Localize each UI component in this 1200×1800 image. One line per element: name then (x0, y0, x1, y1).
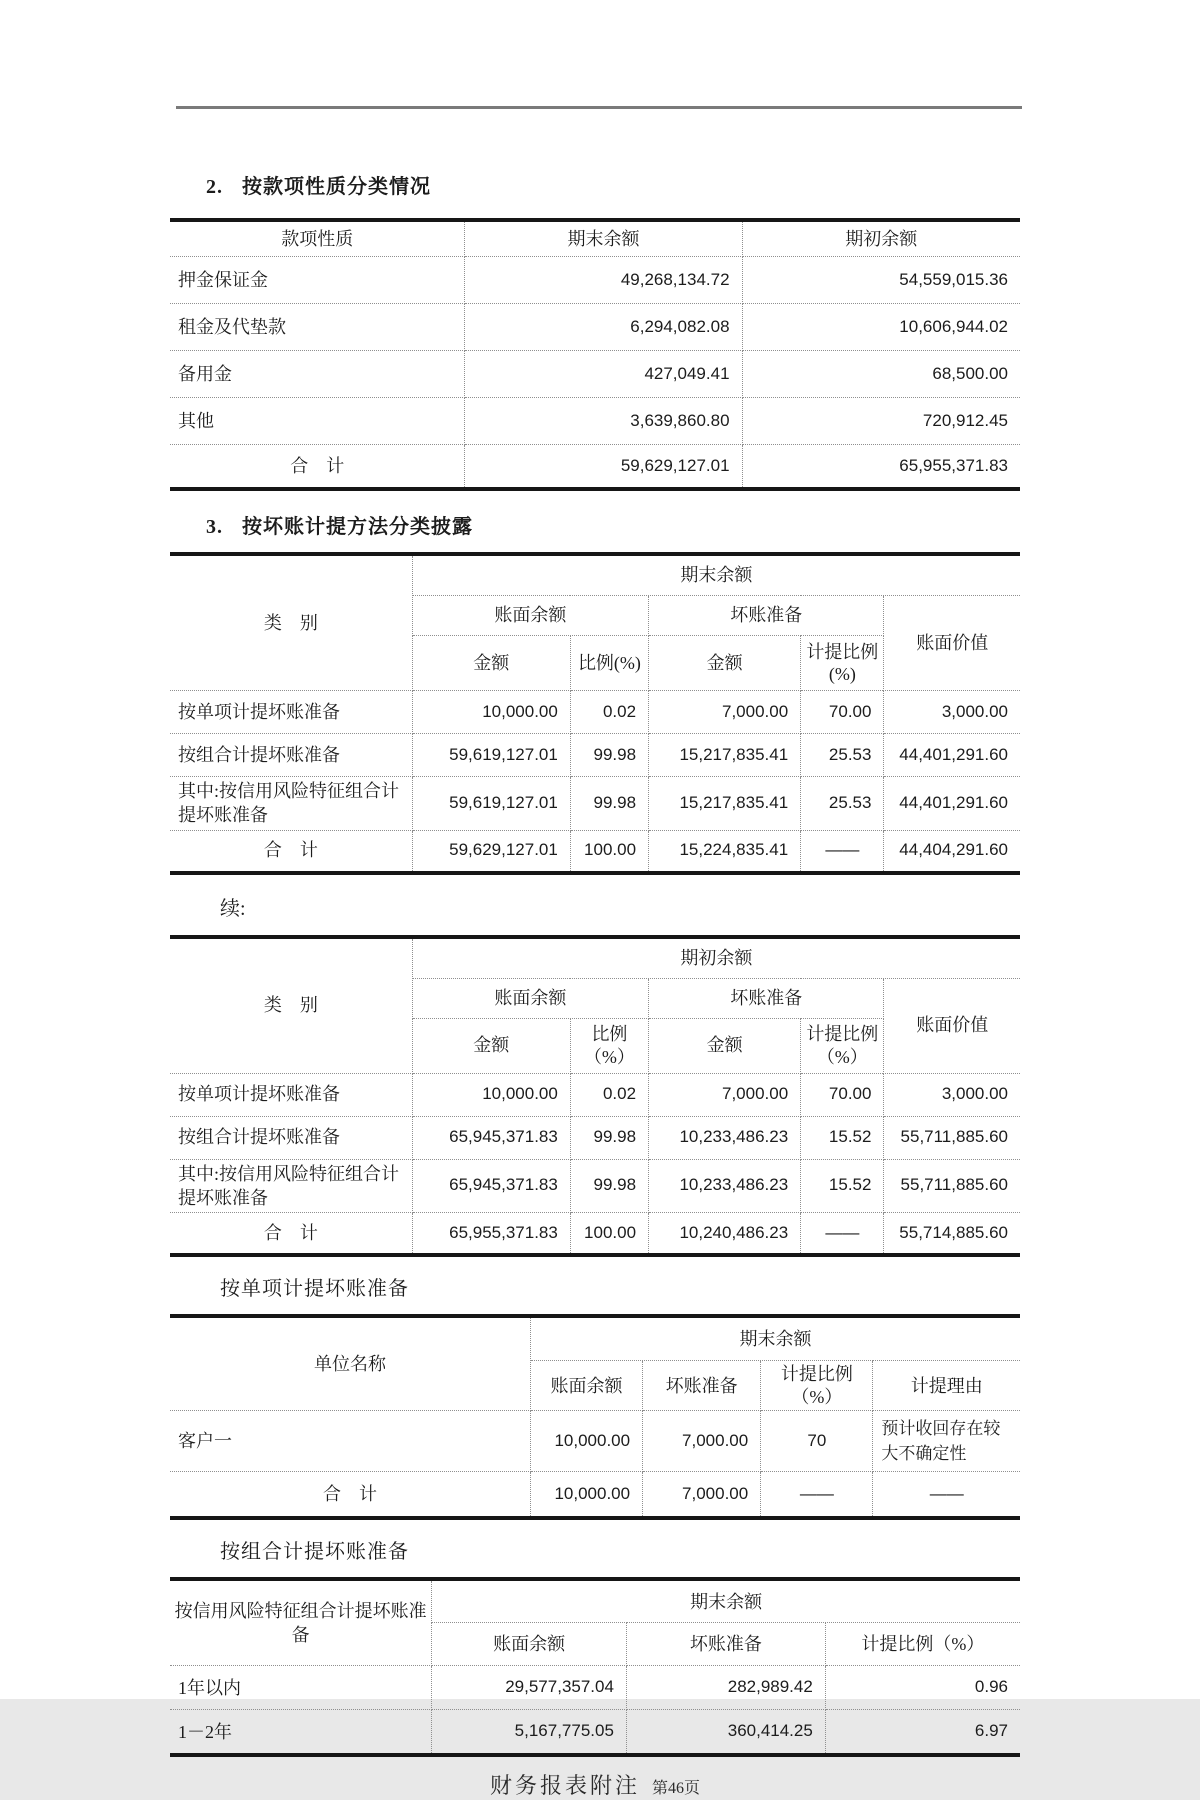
value-cell: 54,559,015.36 (742, 257, 1020, 304)
value-cell: 44,401,291.60 (884, 734, 1020, 777)
row-label: 客户一 (170, 1411, 530, 1472)
column-header: 金额 (649, 1018, 801, 1073)
table-row (170, 1710, 1020, 1756)
dash-cell: —— (873, 1472, 1020, 1519)
section-2-heading (206, 173, 1020, 201)
column-header: 金额 (412, 1018, 570, 1073)
value-cell: 59,619,127.01 (412, 734, 570, 777)
total-row (170, 830, 1020, 873)
value-cell: 99.98 (570, 1116, 648, 1159)
column-header-line: 计提比例 (806, 641, 879, 662)
row-label: 备用金 (170, 351, 465, 398)
individual-provision-table (170, 1314, 1020, 1520)
column-header: 坏账准备 (643, 1361, 761, 1411)
row-label: 押金保证金 (170, 257, 465, 304)
row-label: 租金及代垫款 (170, 304, 465, 351)
value-cell: 10,000.00 (530, 1411, 642, 1472)
value-cell: 720,912.45 (742, 398, 1020, 445)
header-row (170, 554, 1020, 596)
header-row (170, 1316, 1020, 1361)
footer-title: 财务报表附注 (489, 1773, 640, 1799)
total-row (170, 1472, 1020, 1519)
value-cell: 10,000.00 (530, 1472, 642, 1519)
bad-debt-method-table-beginning (170, 935, 1020, 1258)
value-cell: 59,629,127.01 (412, 830, 570, 873)
table-row (170, 398, 1020, 445)
value-cell: 55,714,885.60 (884, 1213, 1020, 1256)
column-header-line: 计提比例 (806, 1024, 879, 1045)
row-label: 按组合计提坏账准备 (170, 734, 412, 777)
row-label: 按组合计提坏账准备 (170, 1116, 412, 1159)
column-header: 账面价值 (884, 596, 1020, 691)
column-header-line: （%） (816, 1046, 868, 1067)
column-header-line: 计提比例 (780, 1364, 853, 1385)
value-cell: 25.53 (801, 734, 884, 777)
column-header-line: (%) (828, 664, 856, 684)
column-header: 账面余额 (412, 596, 648, 636)
column-header: 期末余额 (465, 220, 742, 257)
value-cell: 59,629,127.01 (465, 445, 742, 490)
value-cell: 15,217,835.41 (649, 734, 801, 777)
column-header: 按信用风险特征组合计提坏账准备 (170, 1579, 432, 1666)
value-cell: 65,945,371.83 (412, 1116, 570, 1159)
value-cell: 55,711,885.60 (884, 1116, 1020, 1159)
table-row (170, 351, 1020, 398)
value-cell: 100.00 (570, 830, 648, 873)
column-header: 账面余额 (412, 978, 648, 1018)
value-cell: 6.97 (825, 1710, 1020, 1756)
group-provision-table (170, 1577, 1020, 1757)
value-cell: 0.96 (825, 1666, 1020, 1710)
row-label: 其他 (170, 398, 465, 445)
column-header: 期初余额 (742, 220, 1020, 257)
column-header: 类 别 (170, 554, 412, 691)
total-label: 合 计 (170, 445, 465, 490)
value-cell: 0.02 (570, 691, 648, 734)
dash-cell: —— (801, 830, 884, 873)
column-header (761, 1361, 873, 1411)
value-cell: 10,233,486.23 (649, 1159, 801, 1213)
column-header: 坏账准备 (649, 596, 884, 636)
table-row (170, 777, 1020, 831)
column-header: 单位名称 (170, 1316, 530, 1411)
value-cell: 0.02 (570, 1073, 648, 1116)
row-label: 其中:按信用风险特征组合计提坏账准备 (170, 777, 412, 831)
value-cell: 3,639,860.80 (465, 398, 742, 445)
total-row (170, 1213, 1020, 1256)
section-number: 2. (206, 176, 223, 198)
column-header: 款项性质 (170, 220, 465, 257)
table-row (170, 1411, 1020, 1472)
value-cell: 65,955,371.83 (412, 1213, 570, 1256)
value-cell: 44,401,291.60 (884, 777, 1020, 831)
value-cell: 70.00 (801, 1073, 884, 1116)
column-header (801, 636, 884, 691)
top-rule (176, 106, 1022, 109)
value-cell: 7,000.00 (643, 1411, 761, 1472)
row-label: 其中:按信用风险特征组合计提坏账准备 (170, 1159, 412, 1213)
table-row (170, 257, 1020, 304)
section-title: 按坏账计提方法分类披露 (242, 516, 473, 538)
bad-debt-method-table-ending (170, 552, 1020, 875)
value-cell: 5,167,775.05 (432, 1710, 627, 1756)
column-header: 金额 (412, 636, 570, 691)
header-row (170, 937, 1020, 979)
footer-page-number: 第46页 (652, 1780, 701, 1798)
column-header: 坏账准备 (626, 1623, 825, 1666)
column-header: 账面余额 (530, 1361, 642, 1411)
value-cell: 15.52 (801, 1159, 884, 1213)
value-cell: 55,711,885.60 (884, 1159, 1020, 1213)
value-cell: 282,989.42 (626, 1666, 825, 1710)
dash-cell: —— (761, 1472, 873, 1519)
continued-label: 续: (220, 897, 246, 920)
value-cell: 6,294,082.08 (465, 304, 742, 351)
section-3-heading (206, 513, 1020, 541)
payment-nature-table (170, 218, 1020, 491)
value-cell: 3,000.00 (884, 1073, 1020, 1116)
column-header-line: 比例 (591, 1024, 628, 1045)
value-cell: 59,619,127.01 (412, 777, 570, 831)
individual-provision-heading: 按单项计提坏账准备 (220, 1278, 409, 1301)
page-footer (170, 1769, 1020, 1800)
table-row (170, 734, 1020, 777)
value-cell: 10,233,486.23 (649, 1116, 801, 1159)
column-header: 金额 (649, 636, 801, 691)
value-cell: 7,000.00 (649, 1073, 801, 1116)
column-header: 期末余额 (530, 1316, 1020, 1361)
value-cell: 15,217,835.41 (649, 777, 801, 831)
dash-cell: —— (801, 1213, 884, 1256)
column-header-line: （%） (791, 1386, 843, 1407)
column-header: 计提比例（%） (825, 1623, 1020, 1666)
value-cell: 99.98 (570, 734, 648, 777)
value-cell: 70 (761, 1411, 873, 1472)
column-header: 期初余额 (412, 937, 1020, 979)
column-header: 账面价值 (884, 978, 1020, 1073)
table-row (170, 304, 1020, 351)
column-header: 期末余额 (432, 1579, 1020, 1623)
value-cell: 100.00 (570, 1213, 648, 1256)
table-row (170, 1666, 1020, 1710)
total-label: 合 计 (170, 830, 412, 873)
row-label: 按单项计提坏账准备 (170, 1073, 412, 1116)
total-row (170, 445, 1020, 490)
value-cell: 65,945,371.83 (412, 1159, 570, 1213)
row-label: 1年以内 (170, 1666, 432, 1710)
table-row (170, 1073, 1020, 1116)
header-row (170, 1579, 1020, 1623)
value-cell: 7,000.00 (643, 1472, 761, 1519)
table-row (170, 1159, 1020, 1213)
column-header: 类 别 (170, 937, 412, 1074)
value-cell: 49,268,134.72 (465, 257, 742, 304)
value-cell: 25.53 (801, 777, 884, 831)
row-label: 1－2年 (170, 1710, 432, 1756)
total-label: 合 计 (170, 1213, 412, 1256)
column-header (570, 1018, 648, 1073)
value-cell: 99.98 (570, 777, 648, 831)
group-provision-heading: 按组合计提坏账准备 (220, 1541, 409, 1564)
value-cell: 68,500.00 (742, 351, 1020, 398)
header-row (170, 220, 1020, 257)
value-cell: 65,955,371.83 (742, 445, 1020, 490)
value-cell: 15,224,835.41 (649, 830, 801, 873)
column-header: 期末余额 (412, 554, 1020, 596)
total-label: 合 计 (170, 1472, 530, 1519)
value-cell: 427,049.41 (465, 351, 742, 398)
column-header-line: （%） (583, 1046, 635, 1067)
value-cell: 10,000.00 (412, 1073, 570, 1116)
value-cell: 10,000.00 (412, 691, 570, 734)
column-header: 计提理由 (873, 1361, 1020, 1411)
value-cell: 10,606,944.02 (742, 304, 1020, 351)
value-cell: 29,577,357.04 (432, 1666, 627, 1710)
value-cell: 360,414.25 (626, 1710, 825, 1756)
column-header: 坏账准备 (649, 978, 884, 1018)
value-cell: 7,000.00 (649, 691, 801, 734)
value-cell: 44,404,291.60 (884, 830, 1020, 873)
section-title: 按款项性质分类情况 (242, 176, 431, 198)
value-cell: 10,240,486.23 (649, 1213, 801, 1256)
value-cell: 3,000.00 (884, 691, 1020, 734)
table-row (170, 1116, 1020, 1159)
column-header: 账面余额 (432, 1623, 627, 1666)
column-header: 比例(%) (570, 636, 648, 691)
page-content (170, 0, 1020, 1800)
section-number: 3. (206, 516, 223, 538)
column-header (801, 1018, 884, 1073)
row-label: 按单项计提坏账准备 (170, 691, 412, 734)
reason-cell: 预计收回存在较大不确定性 (873, 1411, 1020, 1472)
value-cell: 99.98 (570, 1159, 648, 1213)
table-row (170, 691, 1020, 734)
value-cell: 15.52 (801, 1116, 884, 1159)
value-cell: 70.00 (801, 691, 884, 734)
